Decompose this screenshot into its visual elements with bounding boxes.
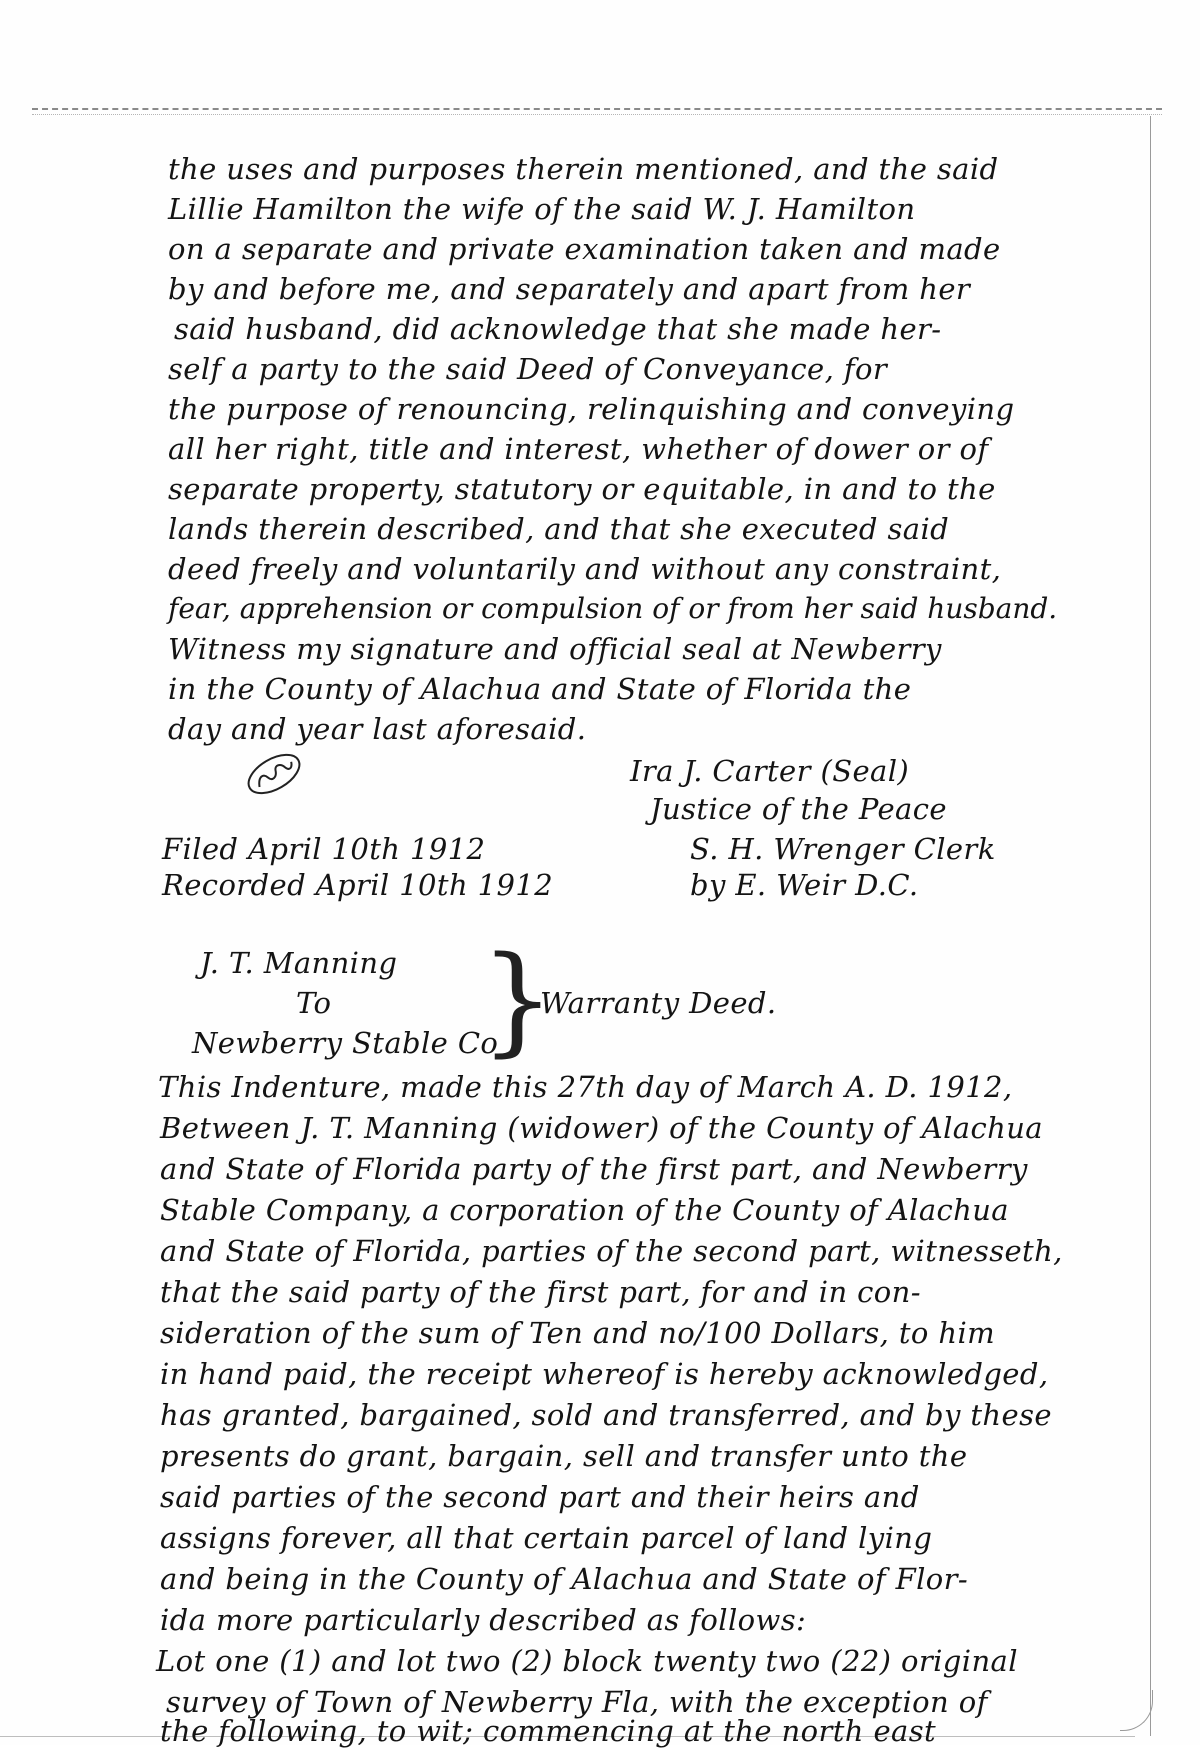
ack-line: in the County of Alachua and State of Florida the [168,672,912,706]
page-right-edge [1150,116,1151,1736]
indenture-line: presents do grant, bargain, sell and transfer unto the [160,1439,968,1473]
indenture-line: sideration of the sum of Ten and no/100 Dollars, to him [160,1316,996,1350]
top-scan-rule-secondary [32,114,1162,115]
indenture-line: This Indenture, made this 27th day of March A. D. 1912, [158,1070,1013,1104]
heading-brace-icon: } [480,930,556,1068]
indenture-line: the following, to wit; commencing at the north east [160,1714,937,1748]
indenture-line: Stable Company, a corporation of the County of Alachua [160,1193,1009,1227]
signer-name: Ira J. Carter (Seal) [630,754,910,788]
heading-to: To [296,986,332,1020]
ack-line: all her right, title and interest, whether of dower or of [168,432,989,466]
top-scan-rule [32,108,1162,110]
indenture-line: Between J. T. Manning (widower) of the County of Alachua [160,1111,1043,1145]
grantee-name: Newberry Stable Co [192,1026,499,1060]
ack-line: Lillie Hamilton the wife of the said W. J. Hamilton [168,192,916,226]
indenture-line: and State of Florida party of the first part, and Newberry [160,1152,1028,1186]
ack-line: said husband, did acknowledge that she made her- [174,312,942,346]
ack-line: separate property, statutory or equitable, in and to the [168,472,996,506]
ack-line: the uses and purposes therein mentioned, and the said [168,152,999,186]
indenture-line: survey of Town of Newberry Fla, with the exception of [166,1685,988,1719]
ack-line: day and year last aforesaid. [168,712,587,746]
ack-line: Witness my signature and official seal at Newberry [168,632,942,666]
indenture-line: in hand paid, the receipt whereof is hereby acknowledged, [160,1357,1049,1391]
page-corner [1120,1690,1153,1731]
clerk-name: S. H. Wrenger Clerk [690,832,996,866]
ack-line: self a party to the said Deed of Conveyance, for [168,352,888,386]
indenture-line: Lot one (1) and lot two (2) block twenty two (22) original [156,1644,1018,1678]
indenture-line: that the said party of the first part, for and in con- [160,1275,921,1309]
grantor-name: J. T. Manning [200,946,398,980]
indenture-line: said parties of the second part and their heirs and [160,1480,920,1514]
indenture-line: has granted, bargained, sold and transferred, and by these [160,1398,1052,1432]
ack-line: fear, apprehension or compulsion of or from her said husband. [168,592,1058,625]
deputy-clerk: by E. Weir D.C. [690,868,919,902]
ack-line: the purpose of renouncing, relinquishing and conveying [168,392,1015,426]
indenture-line: and State of Florida, parties of the second part, witnesseth, [160,1234,1063,1268]
ack-line: on a separate and private examination taken and made [168,232,1001,266]
indenture-line: ida more particularly described as follows: [160,1603,807,1637]
seal-stamp-icon [237,741,311,807]
ack-line: by and before me, and separately and apart from her [168,272,971,306]
ack-line: lands therein described, and that she executed said [168,512,950,546]
recorded-date: Recorded April 10th 1912 [162,868,554,902]
deed-type: Warranty Deed. [540,986,777,1020]
indenture-line: assigns forever, all that certain parcel of land lying [160,1521,933,1555]
signer-title: Justice of the Peace [650,792,947,826]
ack-line: deed freely and voluntarily and without any constraint, [168,552,1002,586]
indenture-line: and being in the County of Alachua and State of Flor- [160,1562,969,1596]
filed-date: Filed April 10th 1912 [162,832,486,866]
